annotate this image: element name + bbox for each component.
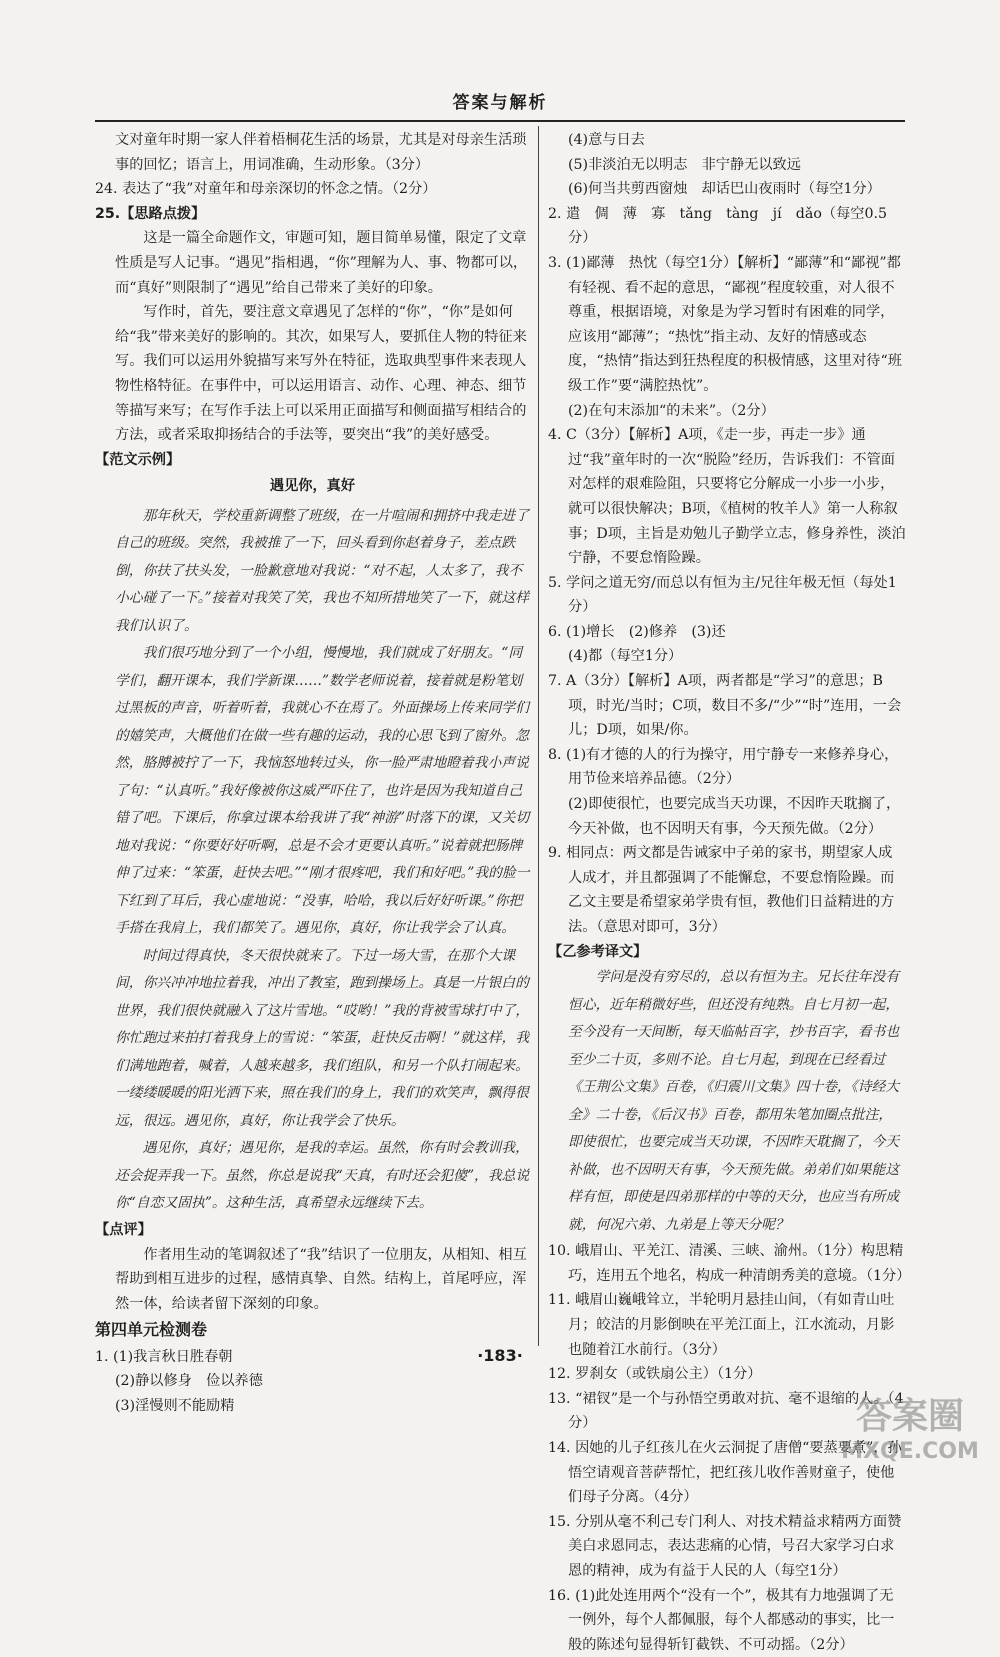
answer-14: 14. 因她的儿子红孩儿在火云洞捉了唐僧“要蒸要煮”，孙悟空请观音菩萨帮忙，把红孩儿收作善财童子，使他们母子分离。（4分） xyxy=(548,1436,906,1510)
answer-25-para-1: 这是一篇全命题作文，审题可知，题目简单易懂，限定了文章性质是写人记事。“遇见”指相遇，“你”理解为人、事、物都可以，而“真好”则限制了“遇见”给自己带来了美好的印象。 xyxy=(95,226,530,300)
answer-6: 6. (1)增长 (2)修养 (3)还 xyxy=(548,620,906,645)
answer-23-tail: 文对童年时期一家人伴着梧桐花生活的场景，尤其是对母亲生活琐事的回忆；语言上，用词准确，生动形象。（3分） xyxy=(95,128,530,177)
answer-1-3: (3)淫慢则不能励精 xyxy=(95,1394,530,1419)
translation-text: 学问是没有穷尽的，总以有恒为主。兄长往年没有恒心，近年稍微好些，但还没有纯熟。自七月初一起，至今没有一天间断，每天临帖百字，抄书百字，看书也至少二十页，多则不论。自七月起，到现在已经看过《王荆公文集》百卷，《归震川文集》四十卷，《诗经大全》二十卷，《后汉书》百卷，都用朱笔加圈点批注，即使很忙，也要完成当天功课，不因昨天耽搁了，今天补做，也不因明天有事，今天预先做。弟弟们如果能这样有恒，即使是四弟那样的中等的天分，也应当有所成就，何况六弟、九弟是上等天分呢？ xyxy=(548,964,906,1239)
comment-text: 作者用生动的笔调叙述了“我”结识了一位朋友，从相知、相互帮助到相互进步的过程，感情真挚、自然。结构上，首尾呼应，浑然一体，给读者留下深刻的印象。 xyxy=(95,1243,530,1317)
answer-5: 5. 学问之道无穷/而总以有恒为主/兄往年极无恒（每处1分） xyxy=(548,571,906,620)
essay-para-4: 遇见你，真好；遇见你，是我的幸运。虽然，你有时会教训我，还会捉弄我一下。虽然，你总是说我“天真，有时还会犯傻”，我总说你“自恋又固执”。这种生活，真希望永远继续下去。 xyxy=(95,1135,530,1218)
watermark-logo xyxy=(830,1378,990,1466)
answer-25-para-2: 写作时，首先，要注意文章遇见了怎样的“你”，“你”是如何给“我”带来美好的影响的。其次，如果写人，要抓住人物的特征来写。我们可以运用外貌描写来写外在特征，选取典型事件来表现人物性格特征。在事件中，可以运用语言、动作、心理、神态、细节等描写来写；在写作手法上可以采用正面描写和侧面描写相结合的方法，或者采取抑扬结合的手法等，要突出“我”的美好感受。 xyxy=(95,300,530,448)
essay-para-3: 时间过得真快，冬天很快就来了。下过一场大雪，在那个大课间，你兴冲冲地拉着我，冲出了教室，跑到操场上。真是一片银白的世界，我们很快就融入了这片雪地。“哎哟！”我的背被雪球打中了，你忙跑过来拍打着我身上的雪说：“笨蛋，赶快反击啊！”就这样，我们满地跑着，喊着，人越来越多，我们组队，和另一个队打闹起来。一缕缕暖暖的阳光洒下来，照在我们的身上，我们的欢笑声，飘得很远，很远。遇见你，真好，你让我学会了快乐。 xyxy=(95,943,530,1136)
answer-1-6: (6)何当共剪西窗烛 却话巴山夜雨时（每空1分） xyxy=(548,177,906,202)
answer-24: 24. 表达了“我”对童年和母亲深切的怀念之情。（2分） xyxy=(95,177,530,202)
answer-1-5: (5)非淡泊无以明志 非宁静无以致远 xyxy=(548,153,906,178)
answer-6-2: (4)都（每空1分） xyxy=(548,644,906,669)
answer-7: 7. A（3分）【解析】A项，两者都是“学习”的意思；B项，时光/当时；C项，数目不多/“少”“时”连用，一会儿；D项，如果/你。 xyxy=(548,669,906,743)
watermark-main-text: 答案圈 xyxy=(856,1396,964,1437)
column-divider xyxy=(538,126,539,1346)
header-rule xyxy=(95,120,905,122)
answer-13: 13. “裙钗”是一个与孙悟空勇敢对抗、毫不退缩的人。（4分） xyxy=(548,1387,906,1436)
answer-1-4: (4)意与日去 xyxy=(548,128,906,153)
essay-para-2: 我们很巧地分到了一个小组，慢慢地，我们就成了好朋友。“同学们，翻开课本，我们学新课……”数学老师说着，接着就是粉笔划过黑板的声音，听着听着，我就心不在焉了。外面操场上传来同学们的嬉笑声，大概他们在做一些有趣的运动，我的心思飞到了窗外。忽然，胳膊被拧了一下，我恼怒地转过头，你一脸严肃地瞪着我小声说了句：“认真听。”我好像被你这威严吓住了，也许是因为我知道自己错了吧。下课后，你拿过课本给我讲了我“神游”时落下的课，又关切地对我说：“你要好好听啊，总是不会才更要认真听。”说着就把肠牌伸了过来：“笨蛋，赶快去吧。”“刚才很疼吧，我们和好吧。”我的脸一下红到了耳后，我心虚地说：“没事，哈哈，我以后好好听课。”你把手搭在我肩上，我们都笑了。遇见你，真好，你让我学会了认真。 xyxy=(95,640,530,943)
answer-3-2: (2)在句末添加“的未来”。（2分） xyxy=(548,399,906,424)
answer-1-2: (2)静以修身 俭以养德 xyxy=(95,1369,530,1394)
model-essay-heading: 【范文示例】 xyxy=(95,448,530,473)
left-column xyxy=(95,128,530,1419)
answer-2: 2. 遣 倜 薄 寡 tǎng tàng jí dǎo（每空0.5分） xyxy=(548,202,906,251)
section-title: 第四单元检测卷 xyxy=(95,1318,530,1343)
answer-8: 8. (1)有才德的人的行为操守，用宁静专一来修养身心，用节俭来培养品德。（2分） xyxy=(548,743,906,792)
answer-10: 10. 峨眉山、平羌江、清溪、三峡、渝州。（1分）构思精巧，连用五个地名，构成一种清朗秀美的意境。（1分） xyxy=(548,1239,906,1288)
answer-11: 11. 峨眉山巍峨耸立，半轮明月悬挂山间，（有如青山吐月；皎洁的月影倒映在平羌江面上，江水流动，月影也随着江水前行。（3分） xyxy=(548,1288,906,1362)
answer-4: 4. C（3分）【解析】A项，《走一步，再走一步》通过“我”童年时的一次“脱险”经历，告诉我们：不管面对怎样的艰难险阻，只要将它分解成一小步一小步，就可以很快解决；B项，《植树的牧羊人》第一人称叙事；D项，主旨是劝勉儿子勤学立志，修身养性，淡泊宁静，不要怠惰险躁。 xyxy=(548,423,906,571)
page-number: ·183· xyxy=(0,1346,1000,1365)
answer-12: 12. 罗刹女（或铁扇公主）（1分） xyxy=(548,1362,906,1387)
answer-9: 9. 相同点：两文都是告诫家中子弟的家书，期望家人成人成才，并且都强调了不能懈怠，不要怠惰险躁。而乙文主要是希望家弟学贵有恒，教他们日益精进的方法。（意思对即可，3分） xyxy=(548,841,906,939)
answer-16: 16. (1)此处连用两个“没有一个”，极其有力地强调了无一例外，每个人都佩服，每个人都感动的事实，比一般的陈述句显得斩钉截铁、不可动摇。（2分） xyxy=(548,1584,906,1657)
answer-15: 15. 分别从毫不利己专门利人、对技术精益求精两方面赞美白求恩同志，表达悲痛的心情，号召大家学习白求恩的精神，成为有益于人民的人（每空1分） xyxy=(548,1510,906,1584)
essay-title: 遇见你，真好 xyxy=(95,474,530,499)
watermark-url-text: MXQE.COM xyxy=(841,1439,979,1464)
essay-para-1: 那年秋天，学校重新调整了班级，在一片喧闹和拥挤中我走进了自己的班级。突然，我被推了一下，回头看到你赵着身子，差点跌倒，你扶了扶头发，一脸歉意地对我说：“对不起，人太多了，我不小心碰了一下。”接着对我笑了笑，我也不知所措地笑了一下，就这样我们认识了。 xyxy=(95,503,530,641)
answer-8-2: (2)即使很忙，也要完成当天功课，不因昨天耽搁了，今天补做，也不因明天有事，今天预先做。（2分） xyxy=(548,792,906,841)
translation-heading: 【乙参考译文】 xyxy=(548,940,906,965)
answer-1-1: 1. (1)我言秋日胜春朝 xyxy=(95,1345,530,1370)
answer-25-heading: 25.【思路点拨】 xyxy=(95,202,530,227)
answer-3: 3. (1)鄙薄 热忱（每空1分）【解析】“鄙薄”和“鄙视”都有轻视、看不起的意思，“鄙视”程度较重，对人很不尊重，根据语境，对象是为学习暂时有困难的同学，应该用“鄙薄”；“热忱”指主动、友好的情感或态度，“热情”指达到狂热程度的积极情感，这里对待“班级工作”要“满腔热忱”。 xyxy=(548,251,906,399)
comment-heading: 【点评】 xyxy=(95,1218,530,1243)
page-header: 答案与解析 xyxy=(95,88,905,113)
